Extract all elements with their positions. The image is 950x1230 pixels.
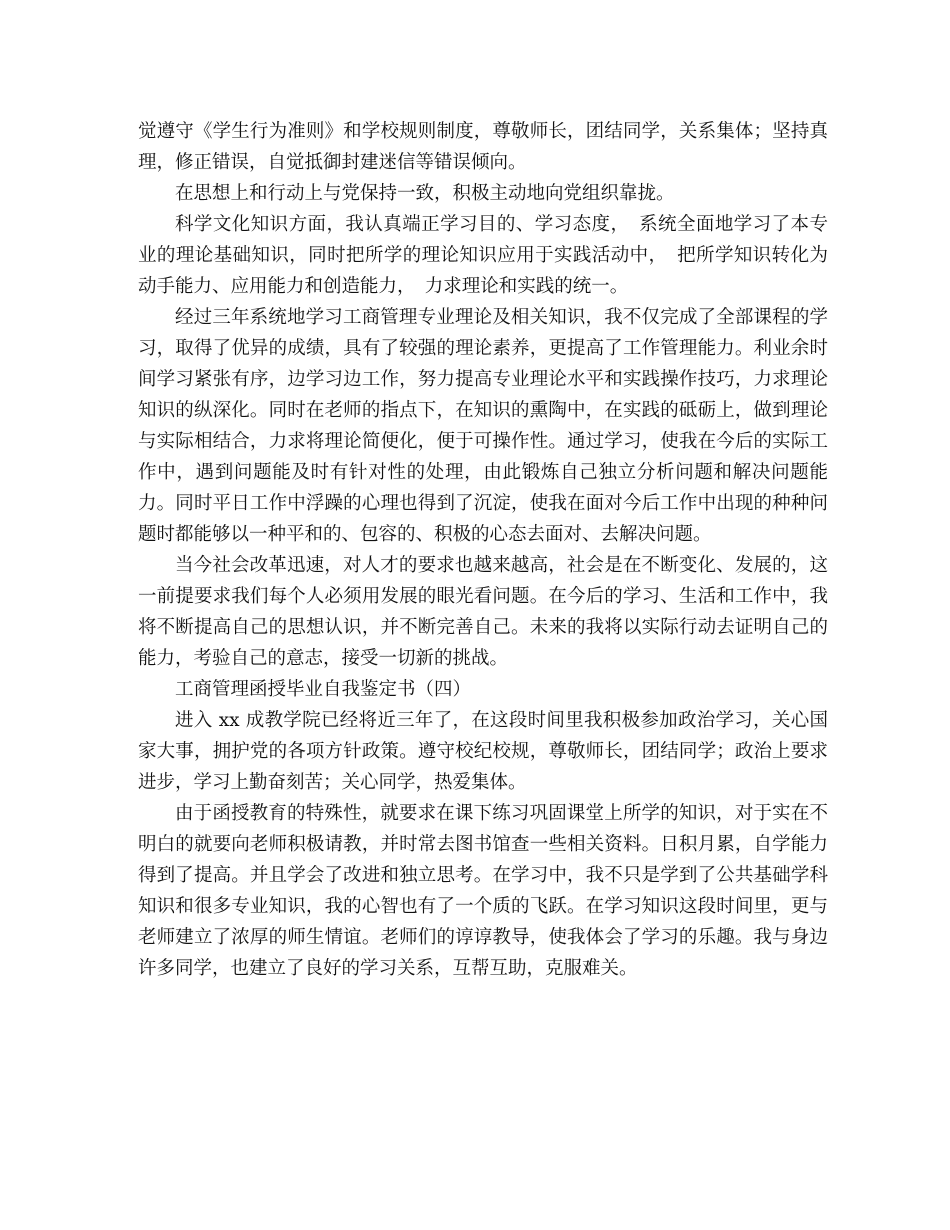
paragraph-three-year-study: 经过三年系统地学习工商管理专业理论及相关知识，我不仅完成了全部课程的学习，取得了优异的成绩，具有了较强的理论素养，更提高了工作管理能力。利业余时间学习紧张有序，边学习边工作，努力提高专业理论水平和实践操作技巧，力求理论知识的纵深化。同时在老师的指点下，在知识的熏陶中，在实践的砥砺上，做到理论与实际相结合，力求将理论简便化，便于可操作性。通过学习，使我在今后的实际工作中，遇到问题能及时有针对性的处理，由此锻炼自己独立分析问题和解决问题能力。同时平日工作中浮躁的心理也得到了沉淀，使我在面对今后工作中出现的种种问题时都能够以一种平和的、包容的、积极的心态去面对、去解决问题。 [138,307,828,545]
paragraph-continuation: 觉遵守《学生行为准则》和学校规则制度，尊敬师长，团结同学，关系集体；坚持真理，修正错误，自觉抵御封建迷信等错误倾向。 [138,121,828,173]
paragraph-correspondence-education: 由于函授教育的特殊性，就要求在课下练习巩固课堂上所学的知识，对于实在不明白的就要向老师积极请教，并时常去图书馆查一些相关资料。日积月累，自学能力得到了提高。并且学会了改进和独立思考。在学习中，我不只是学到了公共基础学科知识和很多专业知识，我的心智也有了一个质的飞跃。在学习知识这段时间里，更与老师建立了浓厚的师生情谊。老师们的谆谆教导，使我体会了学习的乐趣。我与身边许多同学，也建立了良好的学习关系，互帮互助，克服难关。 [138,803,828,979]
paragraph-social-reform: 当今社会改革迅速，对人才的要求也越来越高，社会是在不断变化、发展的，这一前提要求我们每个人必须用发展的眼光看问题。在今后的学习、生活和工作中，我将不断提高自己的思想认识，并不断完善自己。未来的我将以实际行动去证明自己的能力，考验自己的意志，接受一切新的挑战。 [138,555,828,669]
paragraph-entering-college: 进入 xx 成教学院已经将近三年了，在这段时间里我积极参加政治学习，关心国家大事，拥护党的各项方针政策。遵守校纪校规，尊敬师长，团结同学；政治上要求进步，学习上勤奋刻苦；关心同学，热爱集体。 [138,710,828,793]
section-heading-four: 工商管理函授毕业自我鉴定书（四） [175,679,472,700]
paragraph-scientific-knowledge: 科学文化知识方面，我认真端正学习目的、学习态度， 系统全面地学习了本专业的理论基础知识，同时把所学的理论知识应用于实践活动中， 把所学知识转化为动手能力、应用能力和创造能力， 力求理论和实践的统一。 [138,214,828,297]
paragraph-party-alignment: 在思想上和行动上与党保持一致，积极主动地向党组织靠拢。 [175,183,675,204]
document-body [138,116,828,984]
